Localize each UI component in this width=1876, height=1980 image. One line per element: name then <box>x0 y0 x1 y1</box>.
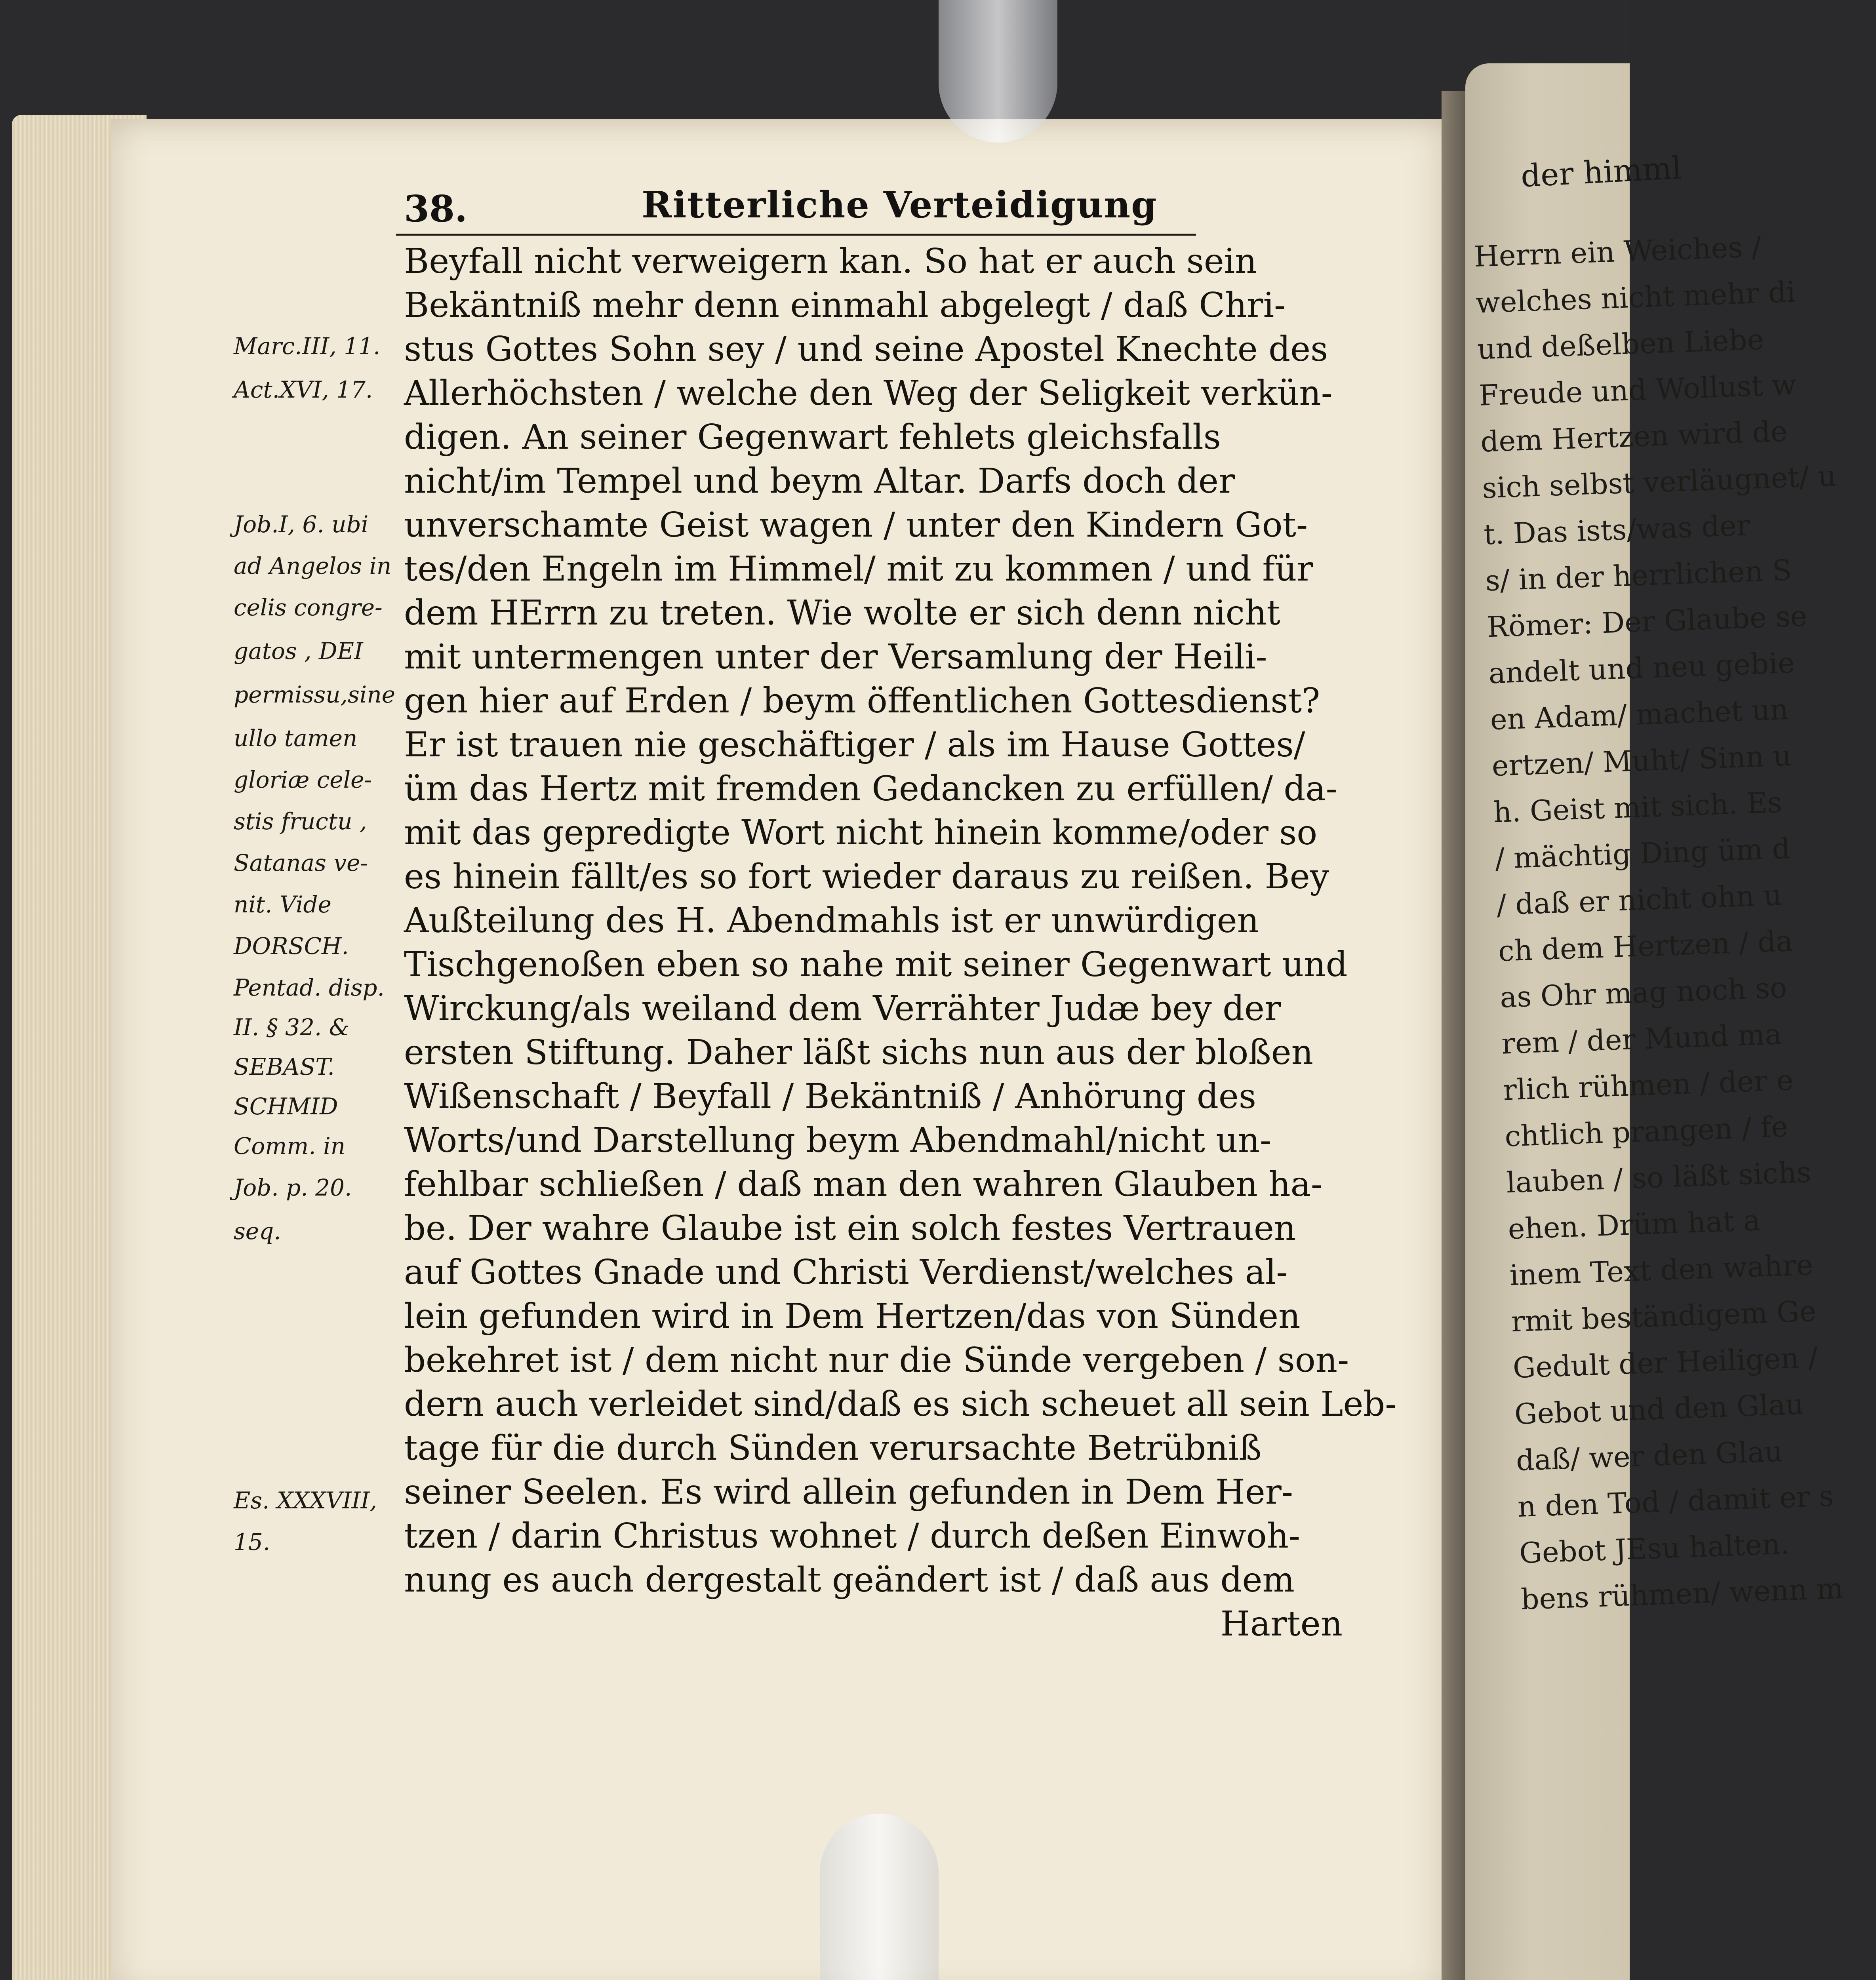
facing-line: s/ in der herrlichen S <box>1485 553 1792 598</box>
margin-note: Pentad. disp. <box>234 974 385 1001</box>
text-line: stus Gottes Sohn sey / und seine Apostel Knechte des <box>404 329 1328 369</box>
facing-line: inem Text den wahre <box>1509 1248 1814 1292</box>
facing-line: sich selbst verläugnet/ u <box>1481 459 1837 505</box>
text-line: Er ist trauen nie geschäftiger / als im Hause Gottes/ <box>404 725 1305 765</box>
facing-line: Gebot JEsu halten. <box>1518 1527 1790 1570</box>
page-header <box>404 180 1220 232</box>
text-line: mit das gepredigte Wort nicht hinein komme/oder so <box>404 813 1318 853</box>
margin-note: 15. <box>234 1529 270 1555</box>
margin-note: stis fructu , <box>234 808 367 835</box>
text-line: Worts/und Darstellung beym Abendmahl/nicht un- <box>404 1121 1272 1160</box>
facing-line: / mächtig Ding üm d <box>1494 832 1791 876</box>
facing-line: bens rühmen/ wenn m <box>1520 1571 1844 1616</box>
facing-line: dem Hertzen wird de <box>1480 414 1788 459</box>
margin-note: ad Angelos in <box>234 552 392 579</box>
text-line: tzen / darin Christus wohnet / durch deßen Einwoh- <box>404 1516 1301 1556</box>
facing-line: Freude und Wollust w <box>1478 367 1797 412</box>
margin-note: nit. Vide <box>234 891 331 918</box>
facing-line: andelt und neu gebie <box>1488 646 1796 690</box>
margin-note: seq. <box>234 1218 281 1245</box>
text-line: fehlbar schließen / daß man den wahren Glauben ha- <box>404 1165 1322 1204</box>
facing-line: rem / der Mund ma <box>1501 1017 1783 1060</box>
facing-line: ch dem Hertzen / da <box>1497 924 1794 968</box>
text-line: Außteilung des H. Abendmahls ist er unwürdigen <box>404 901 1259 940</box>
text-line: bekehret ist / dem nicht nur die Sünde vergeben / son- <box>404 1340 1349 1380</box>
margin-note: Marc.III, 11. <box>234 333 381 360</box>
facing-line: en Adam/ machet un <box>1489 692 1789 737</box>
text-line: dem HErrn zu treten. Wie wolte er sich denn nicht <box>404 593 1280 633</box>
margin-note: SCHMID <box>234 1093 338 1120</box>
facing-line: / daß er nicht ohn u <box>1496 878 1783 921</box>
margin-note: Job.I, 6. ubi <box>234 511 369 538</box>
text-line: nicht/im Tempel und beym Altar. Darfs doch der <box>404 461 1235 501</box>
text-line: gen hier auf Erden / beym öffentlichen Gottesdienst? <box>404 681 1320 721</box>
facing-line: lauben / so läßt sichs <box>1506 1155 1812 1199</box>
facing-page-text <box>1473 226 1844 1622</box>
facing-line: n den Tod / damit er s <box>1517 1479 1834 1524</box>
margin-note: Comm. in <box>234 1133 346 1159</box>
facing-line: ertzen/ Muht/ Sinn u <box>1491 739 1792 783</box>
text-line: Bekäntniß mehr denn einmahl abgelegt / daß Chri- <box>404 286 1286 325</box>
facing-line: chtlich prangen / fe <box>1504 1110 1789 1153</box>
text-line: dern auch verleidet sind/daß es sich scheuet all sein Leb- <box>404 1384 1397 1424</box>
text-line: mit untermengen unter der Versamlung der Heili- <box>404 637 1267 677</box>
text-line: auf Gottes Gnade und Christi Verdienst/welches al- <box>404 1253 1288 1292</box>
facing-line: as Ohr mag noch so <box>1499 971 1788 1014</box>
text-line: tage für die durch Sünden verursachte Betrübniß <box>404 1428 1262 1468</box>
facing-line: rlich rühmen / der e <box>1503 1063 1794 1107</box>
text-line: nung es auch dergestalt geändert ist / daß aus dem <box>404 1560 1295 1600</box>
body-text <box>404 240 1397 1646</box>
text-line: Allerhöchsten / welche den Weg der Seligkeit verkün- <box>404 373 1333 413</box>
text-line: Tischgenoßen eben so nahe mit seiner Gegenwart und <box>404 945 1348 984</box>
facing-line: rmit beständigem Ge <box>1510 1294 1817 1338</box>
facing-line: ehen. Drüm hat a <box>1507 1203 1761 1246</box>
margin-note: Act.XVI, 17. <box>234 376 373 403</box>
text-line: tes/den Engeln im Himmel/ mit zu kommen / und für <box>404 549 1313 589</box>
margin-note: gatos , DEI <box>234 638 363 664</box>
facing-line: Gebot und den Glau <box>1514 1387 1805 1431</box>
margin-note: ullo tamen <box>234 725 358 752</box>
glass-page-weight-bottom <box>820 1814 939 1980</box>
facing-line: daß/ wer den Glau <box>1515 1434 1783 1477</box>
text-line: lein gefunden wird in Dem Hertzen/das von Sünden <box>404 1297 1301 1336</box>
text-line: es hinein fällt/es so fort wieder daraus zu reißen. Bey <box>404 857 1329 897</box>
text-line: Beyfall nicht verweigern kan. So hat er auch sein <box>404 242 1257 281</box>
text-line: Wißenschaft / Beyfall / Bekäntniß / Anhörung des <box>404 1077 1256 1116</box>
margin-note: Es. XXXVIII, <box>234 1487 377 1514</box>
text-line: ersten Stiftung. Daher läßt sichs nun aus der bloßen <box>404 1033 1314 1072</box>
catchword: Harten <box>1220 1604 1343 1644</box>
facing-line: Römer: Der Glaube se <box>1486 599 1808 644</box>
glass-page-weight-top <box>939 0 1057 143</box>
margin-note: II. § 32. & <box>234 1014 350 1041</box>
text-line: üm das Hertz mit fremden Gedancken zu erfüllen/ da- <box>404 769 1337 809</box>
margin-note: Job. p. 20. <box>234 1174 352 1201</box>
facing-page <box>1465 63 1844 1980</box>
page-number: 38. <box>404 187 468 230</box>
text-line: unverschamte Geist wagen / unter den Kindern Got- <box>404 505 1308 545</box>
facing-line: welches nicht mehr di <box>1475 275 1796 320</box>
facing-line: Herrn ein Weiches / <box>1473 230 1762 273</box>
margin-note: permissu,sine <box>234 681 396 708</box>
text-line: digen. An seiner Gegenwart fehlets gleichsfalls <box>404 417 1221 457</box>
margin-note: gloriæ cele- <box>234 766 372 793</box>
header-rule <box>396 234 1196 236</box>
margin-note: Satanas ve- <box>234 849 368 876</box>
text-line: be. Der wahre Glaube ist ein solch festes Vertrauen <box>404 1209 1296 1248</box>
facing-line: und deßelben Liebe <box>1476 322 1765 366</box>
facing-line: Gedult der Heiligen / <box>1512 1340 1819 1385</box>
facing-line: h. Geist mit sich. Es <box>1493 785 1783 829</box>
text-line: Wirckung/als weiland dem Verrähter Judæ bey der <box>404 989 1281 1028</box>
margin-note: DORSCH. <box>234 933 349 960</box>
facing-page-header: der himml <box>1520 150 1683 194</box>
margin-note: SEBAST. <box>234 1053 335 1080</box>
running-title: Ritterliche Verteidigung <box>642 183 1158 226</box>
margin-note: celis congre- <box>234 594 383 621</box>
facing-line: t. Das ists/was der <box>1483 508 1751 551</box>
text-line: seiner Seelen. Es wird allein gefunden in Dem Her- <box>404 1472 1293 1512</box>
